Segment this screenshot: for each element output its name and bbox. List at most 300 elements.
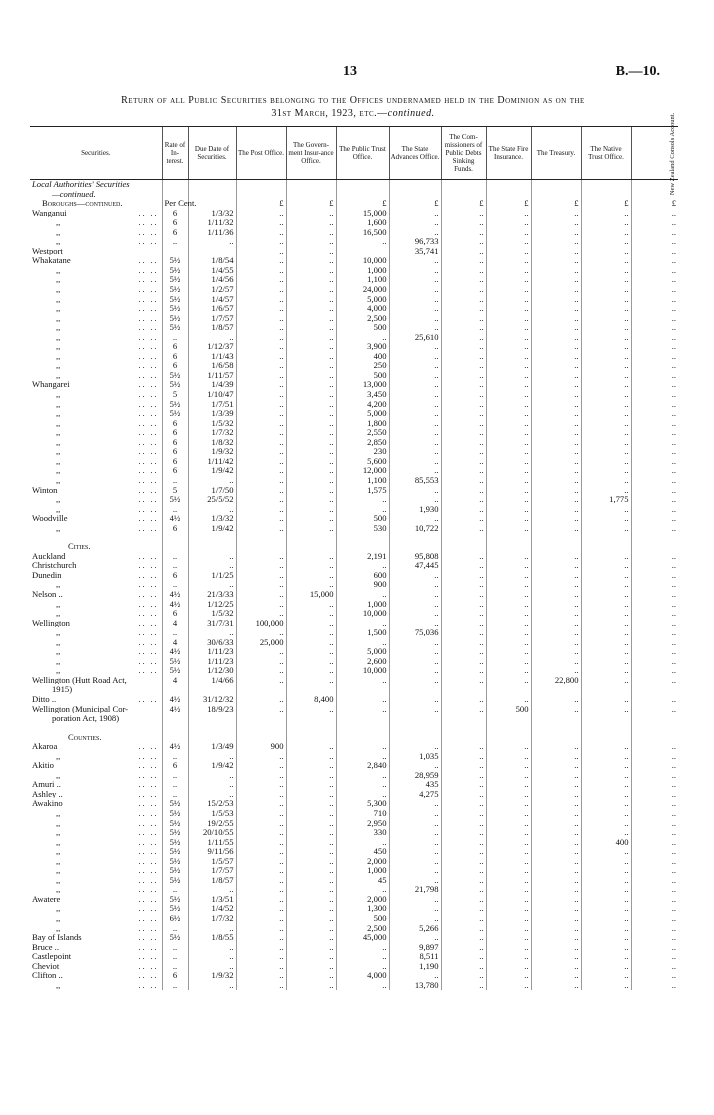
amount-cell: .. xyxy=(441,228,486,238)
amount-cell: .. xyxy=(236,895,286,905)
rate-cell: 6 xyxy=(162,342,188,352)
amount-cell: 1,000 xyxy=(336,866,389,876)
amount-cell: .. xyxy=(236,838,286,848)
rate-cell: 4½ xyxy=(162,695,188,705)
amount-cell xyxy=(236,714,286,724)
due-date-cell: 21/3/33 xyxy=(188,590,236,600)
amount-cell: .. xyxy=(389,275,441,285)
amount-cell: .. xyxy=(441,847,486,857)
table-row xyxy=(30,218,678,228)
table-row xyxy=(30,866,678,876)
amount-cell: .. xyxy=(581,524,631,534)
amount-cell xyxy=(531,714,581,724)
table-row xyxy=(30,809,678,819)
amount-cell: .. xyxy=(631,400,678,410)
rate-cell: 4 xyxy=(162,638,188,648)
amount-cell: .. xyxy=(286,819,336,829)
amount-cell xyxy=(389,714,441,724)
amount-cell: .. xyxy=(581,323,631,333)
amount-cell: .. xyxy=(389,438,441,448)
amount-cell: 5,000 xyxy=(336,409,389,419)
amount-cell: .. xyxy=(286,838,336,848)
amount-cell: .. xyxy=(389,638,441,648)
security-name-text: ,, xyxy=(32,437,61,447)
table-row xyxy=(30,657,678,667)
amount-cell: .. xyxy=(389,304,441,314)
amount-cell: .. xyxy=(531,428,581,438)
amount-cell: .. xyxy=(236,819,286,829)
due-date-cell: 1/11/42 xyxy=(188,457,236,467)
amount-cell: .. xyxy=(236,323,286,333)
amount-cell: .. xyxy=(441,838,486,848)
amount-cell: .. xyxy=(631,275,678,285)
amount-cell: .. xyxy=(531,761,581,771)
amount-cell: .. xyxy=(441,647,486,657)
leader-dots: .. .. xyxy=(138,504,159,514)
column-header: The Govern-ment Insur-ance Office. xyxy=(286,127,336,180)
table-row xyxy=(30,256,678,266)
amount-cell: .. xyxy=(581,447,631,457)
column-header xyxy=(631,112,678,195)
amount-cell: .. xyxy=(441,209,486,219)
table-row xyxy=(30,571,678,581)
amount-cell: .. xyxy=(581,924,631,934)
amount-cell: .. xyxy=(581,275,631,285)
empty-cell xyxy=(531,180,581,190)
due-date-cell: 1/8/32 xyxy=(188,438,236,448)
amount-cell: .. xyxy=(236,876,286,886)
amount-cell: .. xyxy=(581,866,631,876)
amount-cell: .. xyxy=(236,228,286,238)
amount-cell: .. xyxy=(389,285,441,295)
due-date-cell: 1/5/32 xyxy=(188,609,236,619)
empty-cell xyxy=(389,180,441,190)
security-name-text: ,, xyxy=(32,446,61,456)
table-row xyxy=(30,790,678,800)
amount-cell xyxy=(336,685,389,695)
amount-cell: .. xyxy=(531,409,581,419)
amount-cell: .. xyxy=(631,971,678,981)
amount-cell: .. xyxy=(631,705,678,715)
amount-cell: .. xyxy=(531,285,581,295)
empty-cell xyxy=(581,180,631,190)
amount-cell: .. xyxy=(631,952,678,962)
amount-cell: .. xyxy=(441,304,486,314)
due-date-cell: .. xyxy=(188,580,236,590)
amount-cell: .. xyxy=(389,819,441,829)
rate-cell: 6½ xyxy=(162,914,188,924)
amount-cell: .. xyxy=(286,409,336,419)
table-header-row xyxy=(30,127,678,180)
table-row xyxy=(30,505,678,515)
amount-cell: 35,741 xyxy=(389,247,441,257)
leader-dots: .. .. xyxy=(138,437,159,447)
amount-cell: .. xyxy=(486,371,531,381)
security-name-text: ,, xyxy=(32,399,61,409)
amount-cell: .. xyxy=(631,790,678,800)
leader-dots: .. .. xyxy=(138,694,159,704)
amount-cell: .. xyxy=(286,657,336,667)
security-name-text: Cheviot xyxy=(32,960,60,971)
security-name-text: ,, xyxy=(32,465,61,475)
leader-dots: .. .. xyxy=(138,618,159,628)
table-row xyxy=(30,685,678,695)
due-date-cell: .. xyxy=(188,943,236,953)
empty-cell xyxy=(286,180,336,190)
security-name-text: ,, xyxy=(32,389,61,399)
rate-cell: 4½ xyxy=(162,590,188,600)
amount-cell: .. xyxy=(486,895,531,905)
empty-cell xyxy=(336,724,389,733)
amount-cell: .. xyxy=(286,275,336,285)
amount-cell: .. xyxy=(486,323,531,333)
amount-cell: .. xyxy=(581,676,631,686)
amount-cell: .. xyxy=(286,619,336,629)
amount-cell: .. xyxy=(441,285,486,295)
rate-cell: 6 xyxy=(162,571,188,581)
rate-cell: .. xyxy=(162,752,188,762)
amount-cell: .. xyxy=(389,400,441,410)
amount-cell: .. xyxy=(236,514,286,524)
table-row xyxy=(30,476,678,486)
section-heading: Cities. xyxy=(68,541,91,552)
amount-cell xyxy=(286,714,336,724)
amount-cell: 10,000 xyxy=(336,256,389,266)
leader-dots: .. .. xyxy=(138,428,159,438)
amount-cell: .. xyxy=(236,657,286,667)
amount-cell: .. xyxy=(286,333,336,343)
security-name-text: Clifton .. xyxy=(32,970,63,981)
amount-cell: .. xyxy=(531,971,581,981)
amount-cell: .. xyxy=(441,790,486,800)
amount-cell: 2,000 xyxy=(336,857,389,867)
amount-cell: 15,000 xyxy=(336,209,389,219)
amount-cell: 2,500 xyxy=(336,924,389,934)
amount-cell: .. xyxy=(631,390,678,400)
security-name-text: ,, xyxy=(32,923,61,933)
amount-cell: .. xyxy=(336,962,389,972)
amount-cell: .. xyxy=(581,209,631,219)
security-name-text: Ditto .. xyxy=(32,693,57,704)
leader-dots: .. .. xyxy=(138,237,159,247)
amount-cell: .. xyxy=(236,981,286,991)
amount-cell: .. xyxy=(389,419,441,429)
amount-cell: .. xyxy=(631,295,678,305)
leader-dots: .. .. xyxy=(138,761,159,771)
amount-cell: 3,900 xyxy=(336,342,389,352)
rate-cell: 5½ xyxy=(162,866,188,876)
amount-cell: .. xyxy=(531,981,581,991)
amount-cell: .. xyxy=(441,952,486,962)
leader-dots: .. .. xyxy=(138,599,159,609)
amount-cell: 13,000 xyxy=(336,380,389,390)
amount-cell: .. xyxy=(286,505,336,515)
amount-cell: .. xyxy=(486,914,531,924)
due-date-cell: 1/5/57 xyxy=(188,857,236,867)
amount-cell: .. xyxy=(531,275,581,285)
amount-cell: .. xyxy=(336,943,389,953)
amount-cell: 2,550 xyxy=(336,428,389,438)
leader-dots: .. .. xyxy=(138,856,159,866)
amount-cell: .. xyxy=(236,409,286,419)
security-name-text: ,, xyxy=(32,837,61,847)
column-header: Securities. xyxy=(30,127,162,180)
amount-cell: .. xyxy=(389,828,441,838)
amount-cell: .. xyxy=(236,476,286,486)
amount-cell: .. xyxy=(631,657,678,667)
amount-cell: 2,840 xyxy=(336,761,389,771)
amount-cell: 24,000 xyxy=(336,285,389,295)
amount-cell: .. xyxy=(389,904,441,914)
security-name-text: ,, xyxy=(32,608,61,618)
amount-cell: .. xyxy=(531,904,581,914)
amount-cell: .. xyxy=(389,209,441,219)
amount-cell: .. xyxy=(336,561,389,571)
amount-cell: .. xyxy=(336,952,389,962)
amount-cell: .. xyxy=(441,256,486,266)
amount-cell: .. xyxy=(336,638,389,648)
security-name-text: ,, xyxy=(32,751,61,761)
amount-cell: .. xyxy=(531,609,581,619)
table-row xyxy=(30,209,678,219)
amount-cell: .. xyxy=(236,505,286,515)
amount-cell: .. xyxy=(236,237,286,247)
amount-cell: .. xyxy=(336,590,389,600)
amount-cell: .. xyxy=(286,866,336,876)
amount-cell: .. xyxy=(486,419,531,429)
amount-cell: .. xyxy=(486,352,531,362)
empty-cell xyxy=(236,724,286,733)
amount-cell xyxy=(336,714,389,724)
amount-cell: .. xyxy=(286,799,336,809)
amount-cell: .. xyxy=(581,828,631,838)
rate-cell: .. xyxy=(162,561,188,571)
table-body xyxy=(30,180,678,991)
amount-cell: .. xyxy=(236,590,286,600)
amount-cell: .. xyxy=(286,304,336,314)
amount-cell: .. xyxy=(486,390,531,400)
security-name-text: Christchurch xyxy=(32,560,77,571)
amount-cell: .. xyxy=(286,809,336,819)
amount-cell: .. xyxy=(631,409,678,419)
amount-cell: .. xyxy=(581,428,631,438)
leader-dots: .. .. xyxy=(138,370,159,380)
amount-cell: .. xyxy=(531,352,581,362)
amount-cell: .. xyxy=(336,771,389,781)
leader-dots: .. .. xyxy=(138,485,159,495)
amount-cell: 2,191 xyxy=(336,552,389,562)
empty-cell xyxy=(389,724,441,733)
security-name-text: Akitio xyxy=(32,760,54,771)
amount-cell: 900 xyxy=(236,742,286,752)
security-name-text: Ashley .. xyxy=(32,788,63,799)
amount-cell: .. xyxy=(286,266,336,276)
amount-cell: .. xyxy=(486,275,531,285)
amount-cell: .. xyxy=(336,676,389,686)
rate-cell: 5½ xyxy=(162,314,188,324)
amount-cell: .. xyxy=(441,600,486,610)
rate-cell: 5½ xyxy=(162,409,188,419)
leader-dots: .. .. xyxy=(138,637,159,647)
amount-cell: .. xyxy=(581,390,631,400)
leader-dots: .. .. xyxy=(138,256,159,266)
amount-cell: .. xyxy=(441,809,486,819)
amount-cell: .. xyxy=(286,314,336,324)
amount-cell: .. xyxy=(441,438,486,448)
due-date-cell: .. xyxy=(188,780,236,790)
leader-dots: .. .. xyxy=(138,409,159,419)
due-date-cell: 1/3/32 xyxy=(188,514,236,524)
leader-dots: .. .. xyxy=(138,799,159,809)
amount-cell: .. xyxy=(486,409,531,419)
amount-cell: .. xyxy=(236,761,286,771)
amount-cell: .. xyxy=(236,847,286,857)
rate-cell: 5½ xyxy=(162,380,188,390)
table-row xyxy=(30,466,678,476)
leader-dots: .. .. xyxy=(138,961,159,971)
rate-cell: .. xyxy=(162,780,188,790)
amount-cell: .. xyxy=(531,495,581,505)
amount-cell: .. xyxy=(531,847,581,857)
amount-cell: .. xyxy=(286,676,336,686)
amount-cell: .. xyxy=(236,256,286,266)
amount-cell: .. xyxy=(286,705,336,715)
amount-cell: 500 xyxy=(336,514,389,524)
amount-cell: .. xyxy=(531,304,581,314)
amount-cell: .. xyxy=(286,600,336,610)
amount-cell: .. xyxy=(581,218,631,228)
amount-cell: .. xyxy=(631,228,678,238)
due-date-cell: 1/1/43 xyxy=(188,352,236,362)
amount-cell: .. xyxy=(631,505,678,515)
amount-cell: .. xyxy=(631,352,678,362)
due-date-cell: 1/12/37 xyxy=(188,342,236,352)
amount-cell: .. xyxy=(236,771,286,781)
amount-cell: .. xyxy=(389,580,441,590)
amount-cell: .. xyxy=(441,866,486,876)
amount-cell: 96,733 xyxy=(389,237,441,247)
due-date-cell: 1/4/57 xyxy=(188,295,236,305)
amount-cell: .. xyxy=(441,819,486,829)
amount-cell: .. xyxy=(486,657,531,667)
amount-cell: .. xyxy=(486,466,531,476)
amount-cell: .. xyxy=(581,981,631,991)
amount-cell: .. xyxy=(581,380,631,390)
amount-cell: .. xyxy=(531,561,581,571)
amount-cell: .. xyxy=(531,771,581,781)
empty-cell xyxy=(286,724,336,733)
table-row xyxy=(30,390,678,400)
amount-cell: .. xyxy=(581,657,631,667)
due-date-cell: 1/7/57 xyxy=(188,314,236,324)
amount-cell: .. xyxy=(581,695,631,705)
amount-cell: .. xyxy=(581,400,631,410)
table-row xyxy=(30,247,678,257)
rate-cell: .. xyxy=(162,476,188,486)
amount-cell: .. xyxy=(581,571,631,581)
rate-cell: .. xyxy=(162,237,188,247)
leader-dots: .. .. xyxy=(138,523,159,533)
amount-cell: .. xyxy=(631,285,678,295)
table-row xyxy=(30,628,678,638)
amount-cell: .. xyxy=(236,580,286,590)
amount-cell: .. xyxy=(286,352,336,362)
amount-cell: .. xyxy=(389,590,441,600)
amount-cell: .. xyxy=(486,333,531,343)
table-row xyxy=(30,857,678,867)
security-name-text: Nelson .. xyxy=(32,588,63,599)
leader-dots: .. .. xyxy=(138,285,159,295)
amount-cell: .. xyxy=(236,428,286,438)
amount-cell: 5,300 xyxy=(336,799,389,809)
amount-cell: .. xyxy=(581,752,631,762)
amount-cell: .. xyxy=(531,742,581,752)
amount-cell: .. xyxy=(441,466,486,476)
amount-cell: .. xyxy=(441,447,486,457)
amount-cell: .. xyxy=(631,895,678,905)
empty-cell xyxy=(441,533,486,542)
table-row xyxy=(30,952,678,962)
amount-cell: .. xyxy=(286,780,336,790)
amount-cell: .. xyxy=(531,419,581,429)
rate-cell: 6 xyxy=(162,524,188,534)
security-name-text: ,, xyxy=(32,427,61,437)
amount-cell: .. xyxy=(389,866,441,876)
security-name-text: ,, xyxy=(32,370,61,380)
due-date-cell: 1/4/55 xyxy=(188,266,236,276)
amount-cell: .. xyxy=(441,885,486,895)
amount-cell: .. xyxy=(236,828,286,838)
security-name-text: Castlepoint xyxy=(32,951,72,962)
table-row xyxy=(30,914,678,924)
leader-dots: .. .. xyxy=(138,952,159,962)
amount-cell: .. xyxy=(236,371,286,381)
amount-cell: .. xyxy=(236,705,286,715)
amount-cell: .. xyxy=(531,933,581,943)
security-name-text: ,, xyxy=(32,332,61,342)
amount-cell: .. xyxy=(486,495,531,505)
amount-cell: .. xyxy=(389,457,441,467)
table-row xyxy=(30,600,678,610)
amount-cell: .. xyxy=(581,790,631,800)
leader-dots: .. .. xyxy=(138,514,159,524)
table-row xyxy=(30,904,678,914)
amount-cell: .. xyxy=(389,647,441,657)
amount-cell: .. xyxy=(631,866,678,876)
amount-cell: .. xyxy=(286,371,336,381)
table-row xyxy=(30,771,678,781)
amount-cell: .. xyxy=(531,790,581,800)
leader-dots: .. .. xyxy=(138,589,159,599)
amount-cell: .. xyxy=(531,705,581,715)
table-row xyxy=(30,533,678,542)
amount-cell: .. xyxy=(486,847,531,857)
amount-cell: .. xyxy=(389,371,441,381)
security-name-text: ,, xyxy=(32,313,61,323)
empty-cell xyxy=(236,533,286,542)
due-date-cell: 15/2/53 xyxy=(188,799,236,809)
page-number: 13 xyxy=(343,64,357,79)
amount-cell: .. xyxy=(236,695,286,705)
amount-cell: .. xyxy=(336,505,389,515)
amount-cell: .. xyxy=(286,438,336,448)
leader-dots: .. .. xyxy=(138,390,159,400)
amount-cell: .. xyxy=(286,476,336,486)
security-name-text: ,, xyxy=(32,656,61,666)
leader-dots: .. .. xyxy=(138,342,159,352)
amount-cell: .. xyxy=(389,266,441,276)
rate-cell: 6 xyxy=(162,457,188,467)
